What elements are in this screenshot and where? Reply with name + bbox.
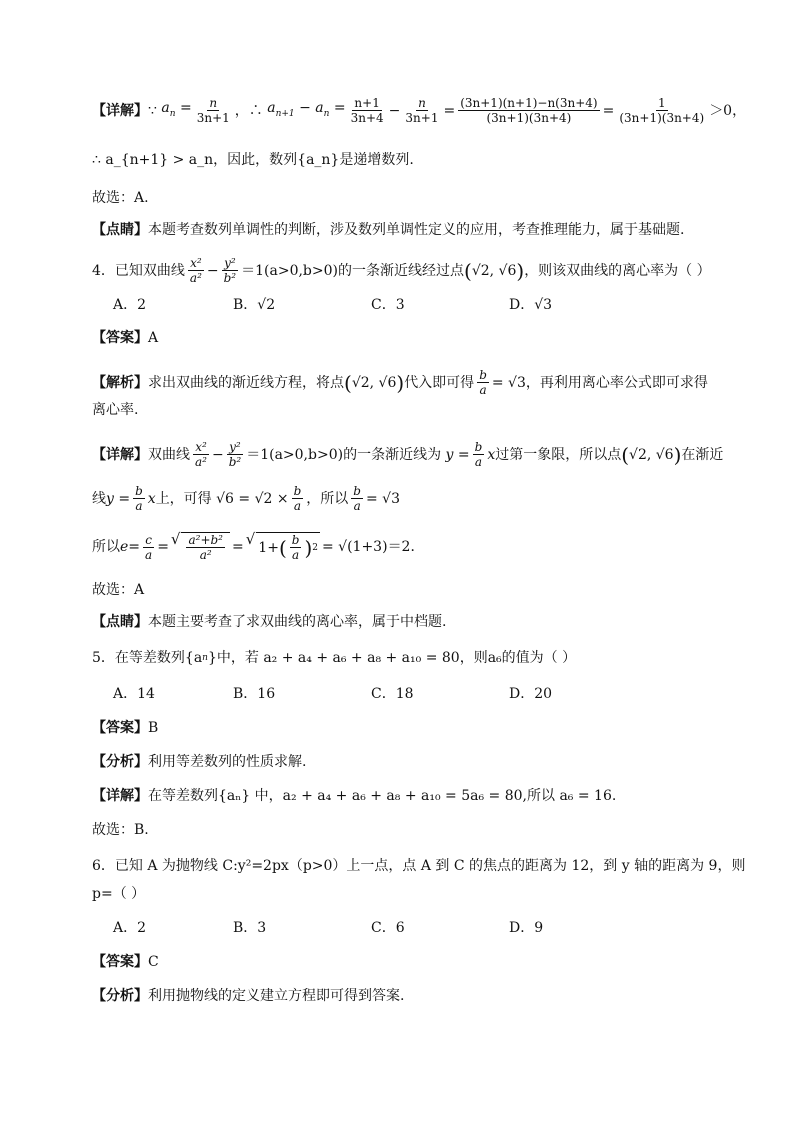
q4-option-b[interactable]: B．√2 bbox=[233, 297, 276, 313]
q6-analysis: 【分析】 利用抛物线的定义建立方程即可得到答案. bbox=[92, 988, 405, 1004]
q4-detail-line3: 所以 e = $\frac{c}{a}$ = √ $\frac{\text{a²+b²}}{\text{a²}}$ = √ 1+ ( $\frac{b}{a}$ ) 2 = √(1+3) ＝2． bbox=[92, 530, 425, 562]
q4-option-d[interactable]: D．√3 bbox=[509, 297, 553, 313]
q6-option-a[interactable]: A．2 bbox=[113, 920, 147, 936]
q4-analysis-line1: 【解析】 求出双曲线的渐近线方程，将点 ( √2, √6 ) 代入即可得 $\frac{b}{a}$ = √3 ，再利用离心率公式即可求得 bbox=[92, 368, 708, 397]
q5-detail: 【详解】 在等差数列{aₙ} 中，a₂ + a₄ + a₆ + a₈ + a₁₀ = 5a₆ = 80,所以 a₆ = 16. bbox=[92, 788, 617, 804]
q4-option-c[interactable]: C．3 bbox=[371, 297, 405, 313]
q5-option-a[interactable]: A．14 bbox=[113, 686, 155, 702]
q6-option-d[interactable]: D．9 bbox=[509, 920, 544, 936]
prev-detail-line2: ∴ a_{n+1} > a_n，因此，数列{a_n}是递增数列. bbox=[92, 152, 414, 168]
q4-detail-line2: 线 y = $\frac{b}{a}$ x 上，可得 √6 = √2 × $\frac{b}{a}$ ，所以 $\frac{b}{a}$ = √3 bbox=[92, 484, 400, 513]
q6-stem-line1: 6．已知 A 为抛物线 C:y²=2px（p>0）上一点，点 A 到 C 的焦点的距离为 12，到 y 轴的距离为 9，则 bbox=[92, 858, 746, 874]
q4-analysis-line2: 离心率. bbox=[92, 402, 139, 418]
prev-detail-line1: 【详解】 ∵ $a_n$ = $\frac{n}{3n+1}$ ，∴ $a_{n+1} - a_n$ = $\frac{n+1}{3n+4}$ − $\frac{n}{3n+1}$ = $\frac{(3n+1)(n+1)-n(3n+4)}{(3n+1)(3n+4)}$ = $\frac{1}{(3n+1)(3n+4)}$ ＞0， bbox=[92, 96, 747, 125]
q4-choice: 故选：A bbox=[92, 582, 145, 598]
prev-choice: 故选：A. bbox=[92, 190, 149, 206]
q6-option-b[interactable]: B．3 bbox=[233, 920, 267, 936]
q5-option-c[interactable]: C．18 bbox=[371, 686, 414, 702]
q5-answer: 【答案】 B bbox=[92, 720, 159, 736]
q5-option-b[interactable]: B．16 bbox=[233, 686, 276, 702]
q6-option-c[interactable]: C．6 bbox=[371, 920, 405, 936]
q5-option-d[interactable]: D．20 bbox=[509, 686, 553, 702]
q5-stem: 5．在等差数列{a n }中，若 a₂ + a₄ + a₆ + a₈ + a₁₀ = 80，则a₆的值为（ ） bbox=[92, 650, 577, 666]
q4-detail-line1: 【详解】 双曲线 $\frac{\text{x²}}{\text{a²}}$ − $\frac{\text{y²}}{\text{b²}}$ ＝1(a>0,b>0)的一条渐近线为 y = $\frac{b}{a}$ x 过第一象限，所以点 ( √2, √6 ) 在渐近 bbox=[92, 440, 724, 469]
detail-tag: 【详解】 bbox=[92, 102, 148, 119]
q6-answer: 【答案】 C bbox=[92, 954, 159, 970]
q6-stem-line2: p=（ ） bbox=[92, 886, 146, 902]
q4-stem: 4．已知双曲线 $\frac{\text{x²}}{\text{a²}}$ − $\frac{\text{y²}}{\text{b²}}$ ＝1(a>0,b>0)的一条渐近线经过点 ( √2, √6 ) ，则该双曲线的离心率为（ ） bbox=[92, 256, 711, 285]
q4-comment: 【点睛】 本题主要考查了求双曲线的离心率，属于中档题. bbox=[92, 614, 447, 630]
q5-choice: 故选：B. bbox=[92, 822, 149, 838]
q4-option-a[interactable]: A．2 bbox=[113, 297, 147, 313]
prev-comment-line: 【点睛】 本题考查数列单调性的判断，涉及数列单调性定义的应用，考查推理能力，属于基础题. bbox=[92, 222, 685, 238]
q5-analysis: 【分析】 利用等差数列的性质求解. bbox=[92, 754, 307, 770]
q4-answer: 【答案】 A bbox=[92, 330, 159, 346]
